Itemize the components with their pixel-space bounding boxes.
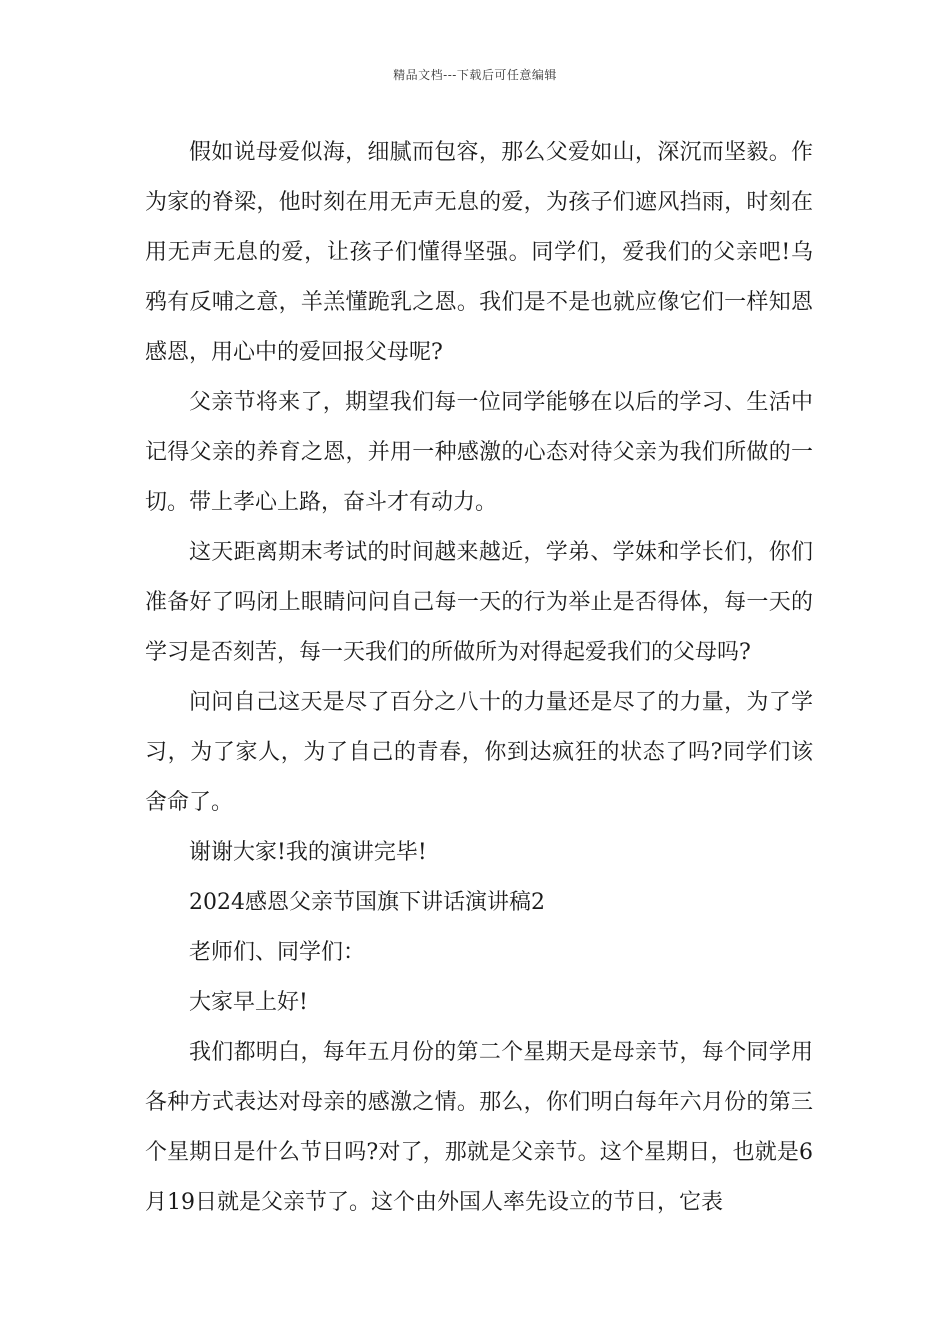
paragraph-mothers-day: 我们都明白，每年五月份的第二个星期天是母亲节，每个同学用各种方式表达对母亲的感激之情。那么，你们明白每年六月份的第三个星期日是什么节日吗?对了，那就是父亲节。这个星期日，也就是6月19日就是父亲节了。这个由外国人率先设立的节日，它表 [145, 1040, 813, 1215]
paragraph-thanks: 谢谢大家!我的演讲完毕! [189, 840, 427, 865]
page-header: 精品文档---下载后可任意编辑 [393, 68, 557, 82]
paragraph-final-exam: 这天距离期末考试的时间越来越近，学弟、学妹和学长们，你们准备好了吗闭上眼睛问问自己每一天的行为举止是否得体，每一天的学习是否刻苦，每一天我们的所做所为对得起爱我们的父母吗? [145, 540, 813, 665]
paragraph-fathers-day-coming: 父亲节将来了，期望我们每一位同学能够在以后的学习、生活中记得父亲的养育之恩，并用一种感激的心态对待父亲为我们所做的一切。带上孝心上路，奋斗才有动力。 [145, 390, 813, 515]
document-body [145, 128, 813, 1228]
paragraph-father-love: 假如说母爱似海，细腻而包容，那么父爱如山，深沉而坚毅。作为家的脊梁，他时刻在用无声无息的爱，为孩子们遮风挡雨，时刻在用无声无息的爱，让孩子们懂得坚强。同学们，爱我们的父亲吧!乌鸦有反哺之意，羊羔懂跪乳之恩。我们是不是也就应像它们一样知恩感恩，用心中的爱回报父母呢? [145, 140, 813, 365]
greeting: 大家早上好! [189, 990, 308, 1015]
section-title: 2024感恩父亲节国旗下讲话演讲稿2 [189, 890, 545, 915]
salutation: 老师们、同学们： [189, 940, 366, 965]
paragraph-ask-yourself: 问问自己这天是尽了百分之八十的力量还是尽了的力量，为了学习，为了家人，为了自己的青春，你到达疯狂的状态了吗?同学们该舍命了。 [145, 690, 813, 815]
